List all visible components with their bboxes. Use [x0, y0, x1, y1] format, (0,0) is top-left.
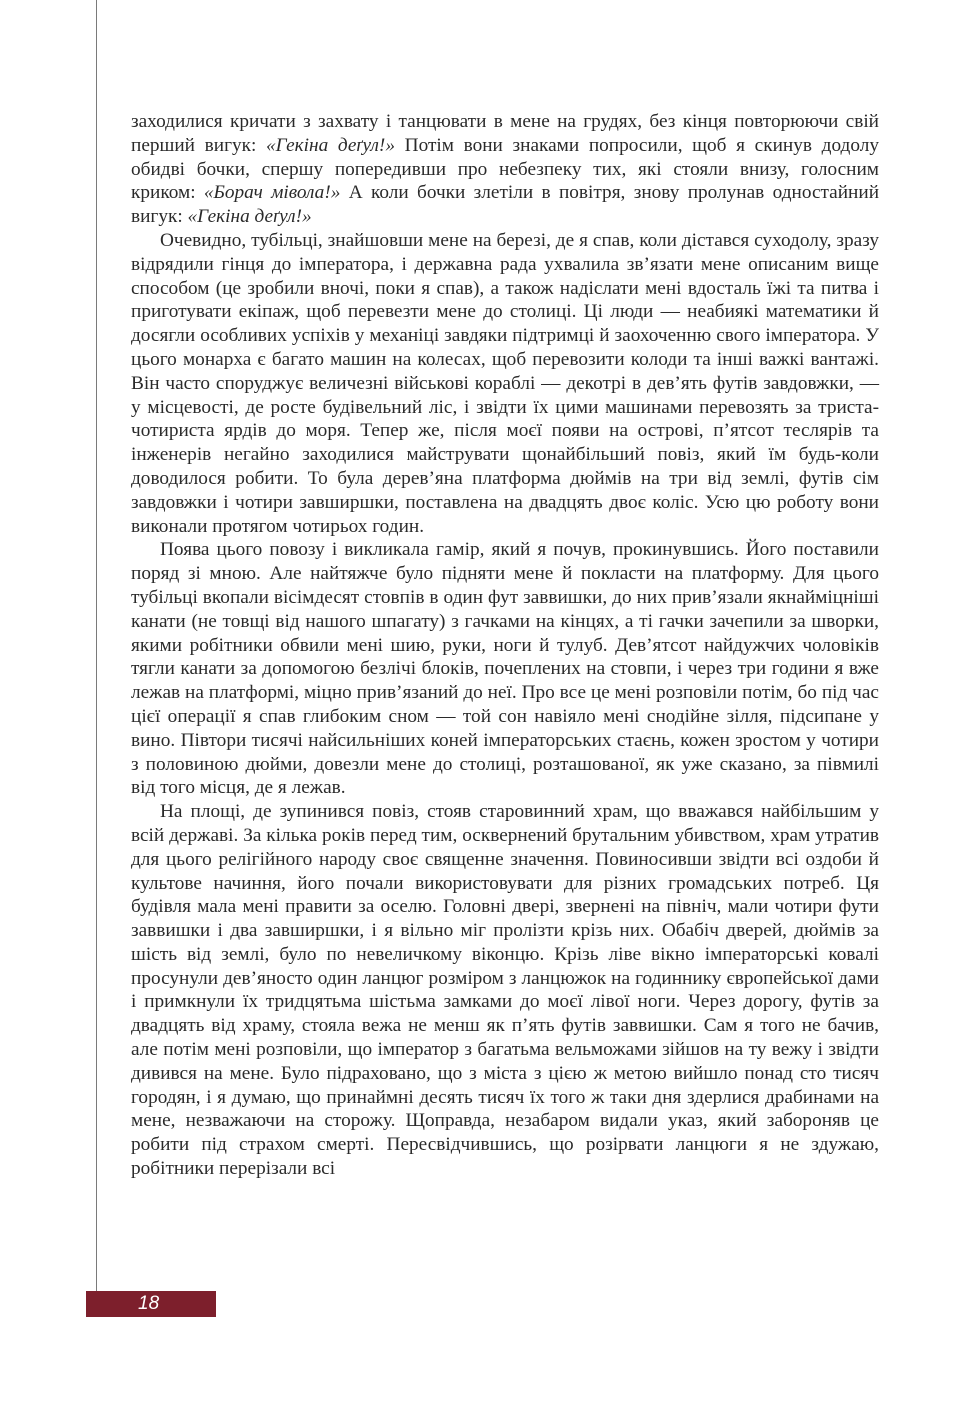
- text-run: Очевидно, тубільці, знайшовши мене на березі, де я спав, коли дістався суходолу, зразу відрядили гінця до імператора, і державна рада ухвалила зв’язати мене описаним вище способом (це зробили вночі, поки я спав), а також надіслати мені вдосталь їжі та питва і приготувати екіпаж, щоб перевезти мене до столиці. Ці люди — неабиякі математики й досягли особливих успіхів у механіці завдяки підтримці й заохоченню свого імператора. У цього монарха є багато машин на колесах, щоб перевозити колоди та інші важкі вантажі. Він часто споруджує величезні військові кораблі — декотрі в дев’ять футів завдовжки, — у місцевості, де росте будівельний ліс, і звідти їх цими машинами перевозять за триста-чотириста ярдів до моря. Тепер же, після моєї появи на острові, п’ятсот теслярів та інженерів негайно заходилися майструвати щонайбільший повіз, який їм будь-коли доводилося робити. То була дерев’яна платформа дюймів на три від землі, футів сім завдовжки і чотири завширшки, поставлена на двадцять двоє коліс. Усю цю роботу вони виконали протягом чотирьох годин.: [131, 229, 879, 537]
- paragraph-3: [131, 538, 879, 800]
- page-number-bar: [86, 1291, 216, 1317]
- text-run: На площі, де зупинився повіз, стояв старовинний храм, що вважався найбільшим у всій державі. За кілька років перед тим, осквернений брутальним убивством, храм утратив для цього релігійного народу своє священне значення. Повиносивши звідти всі оздоби й культове начиння, його почали використовувати для різних громадських потреб. Ця будівля мала мені правити за оселю. Головні двері, звернені на північ, мали чотири фути заввишки і два завширшки, і я вільно міг пролізти крізь них. Обабіч дверей, дюймів за шість від землі, було по невеличкому віконцю. Крізь ліве вікно імператорські ковалі просунули дев’яносто один ланцюг розміром з ланцюжок на годиннику європейської дами і примкнули їх тридцятьма шістьма замками до моєї лівої ноги. Через дорогу, футів за двадцять від храму, стояла вежа не менш як п’ять футів заввишки. Сам я того не бачив, але потім мені розповіли, що імператор з багатьма вельможами зійшов на ту вежу і звідти дивився на мене. Було підраховано, що з міста з цією ж метою вийшло понад сто тисяч городян, і я думаю, що принаймні десять тисяч їх того ж таки дня здерлися драбинами на мене, незважаючи на сторожу. Щоправда, незабаром видали указ, який забороняв це робити під страхом смерті. Пересвідчившись, що розірвати ланцюги я не здужаю, робітники перерізали всі: [131, 801, 879, 1180]
- text-run: А коли бочки злетіли в повітря, знову пролунав одностайний вигук:: [131, 182, 880, 228]
- paragraph-2: [131, 229, 879, 538]
- italic-phrase: «Борач мівола!»: [203, 182, 341, 204]
- body-text: [131, 110, 879, 1181]
- italic-phrase: «Гекіна деґул!»: [187, 206, 312, 228]
- page-margin-line: [96, 0, 97, 1300]
- paragraph-1: [131, 110, 879, 229]
- italic-phrase: «Гекіна деґул!»: [266, 134, 395, 156]
- page-number: 18: [138, 1293, 160, 1314]
- text-run: Поява цього повозу і викликала гамір, який я почув, прокинувшись. Його поставили поряд зі мною. Але найтяжче було підняти мене й покласти на платформу. Для цього тубільці вкопали вісімдесят стовпів в один фут заввишки, до них прив’язали якнайміцніші канати (не товщі від нашого шпагату) з гачками на кінцях, а ті гачки зачепили за шворки, якими робітники обвили мені шию, руки, ноги й тулуб. Дев’ятсот найдужчих чоловіків тягли канати за допомогою безлічі блоків, почеплених на стовпи, і через три години я вже лежав на платформі, міцно прив’язаний до неї. Про все це мені розповіли потім, бо під час цієї операції я спав глибоким сном — той сон навіяло мені снодійне зілля, підсипане у вино. Півтори тисячі найсильніших коней імператорських стаєнь, кожен зростом у чотири з половиною дюйми, довезли мене до столиці, розташованої, як уже сказано, за півмилі від того місця, де я лежав.: [131, 539, 879, 799]
- text-run: Потім вони знаками попросили, щоб я скинув додолу обидві бочки, спершу попередивши про небезпеку тих, які стояли внизу, голосним криком:: [131, 134, 879, 204]
- text-run: заходилися кричати з захвату і танцювати в мене на грудях, без кінця повторюючи свій перший вигук:: [131, 111, 879, 156]
- paragraph-4: [131, 800, 879, 1181]
